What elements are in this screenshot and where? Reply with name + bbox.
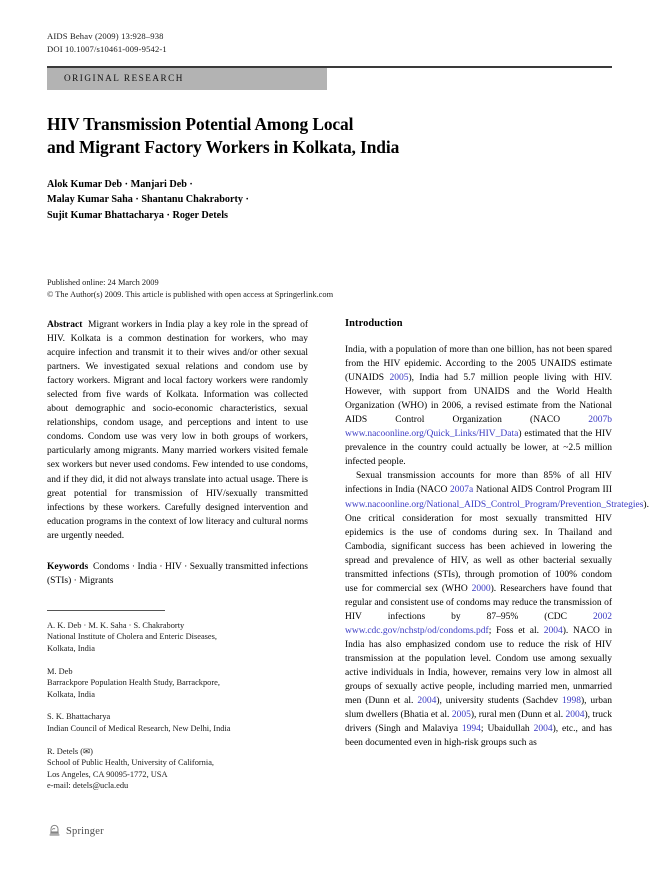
citation-link[interactable]: 2005 — [389, 373, 409, 384]
author-line-2: Malay Kumar Saha · Shantanu Chakraborty · — [47, 194, 249, 206]
affiliation-authors: R. Detels (✉) — [47, 746, 93, 756]
author-line-1: Alok Kumar Deb · Manjari Deb · — [47, 179, 193, 190]
intro-p1-text-a: India, with a population of more than one billion, has not been spared from the HIV epidemic. According to the 2005 UNAIDS estimate (UNAIDS — [345, 345, 612, 384]
springer-logo — [48, 824, 104, 838]
journal-citation: AIDS Behav (2009) 13:928–938 — [47, 31, 164, 41]
abstract-text: Migrant workers in India play a key role in the spread of HIV. Kolkata is a common destination for workers, who may acquire infection and transmit it to their wives and/or other sexual partners. We investigated sexual relations and condom use by factory workers. Migrant and local factory workers were randomly selected from five wards of Kolkata. Information was collected about demographic and socio-economic characteristics, sexual relationships, condom usage, and perceptions and intent to use condoms. Condom use was very low in both groups of workers, particularly among migrants. Many married workers visited female sex workers but never used condoms. Few intended to use condoms, and if they did, it did not always translate into actual usage. There is great potential for transmission of HIV/sexually transmitted infections by these workers. Carefully designed intervention and education programs in the context of low literacy and cultural norms are urgently needed. — [47, 320, 308, 541]
affiliation-email: e-mail: detels@ucla.edu — [47, 781, 129, 791]
citation-link[interactable]: 2004 — [565, 710, 585, 721]
intro-p2-text-d: ). Researchers have found that regular and consistent use of condoms may reduce the transmission of HIV infections by 87–95% (CDC — [345, 583, 612, 622]
affiliation-entry — [47, 620, 308, 655]
citation-link[interactable]: 2005 — [451, 710, 471, 721]
title-line-1: HIV Transmission Potential Among Local — [47, 114, 354, 134]
copyright-notice: © The Author(s) 2009. This article is published with open access at Springerlink.com — [47, 289, 334, 299]
left-column — [47, 318, 308, 803]
citation-link[interactable]: 2000 — [471, 583, 491, 594]
affiliation-entry — [47, 711, 308, 734]
intro-p1-text-c: ) estimated that the HIV prevalence in the country could actually be lower, at ~2.5 million infected people. — [345, 429, 612, 468]
citation-link[interactable]: www.nacoonline.org/National_AIDS_Control_Program/Prevention_Strategies — [345, 499, 644, 510]
intro-p2-text-j: ), truck drivers (Singh and Malaviya — [345, 710, 612, 735]
article-category-label: ORIGINAL RESEARCH — [64, 73, 184, 83]
citation-link[interactable]: 2007a — [450, 485, 474, 496]
intro-p2-text-l: ), etc., and has been documented even in high-risk groups such as — [345, 724, 612, 749]
springer-wordmark: Springer — [66, 825, 104, 837]
affiliation-address-line: Indian Council of Medical Research, New Delhi, India — [47, 724, 231, 733]
intro-p2-text-e: ; Foss et al. — [488, 625, 544, 636]
affiliation-address-line: National Institute of Cholera and Enteric Diseases, — [47, 632, 218, 642]
affiliation-address-line: Los Angeles, CA 90095-1772, USA — [47, 769, 168, 779]
intro-p2-text-k: ; Ubaidullah — [480, 724, 534, 735]
abstract-block — [47, 318, 308, 543]
affiliation-entry — [47, 746, 308, 792]
published-date: Published online: 24 March 2009 — [47, 278, 159, 287]
article-category-bar — [47, 68, 327, 90]
intro-p2-text-g: ), university students (Sachdev — [436, 696, 562, 707]
citation-link[interactable]: 2004 — [533, 724, 553, 735]
keywords-label: Keywords — [47, 561, 89, 572]
intro-p2-text-b: National AIDS Control Program III — [473, 485, 613, 496]
section-heading-introduction: Introduction — [345, 318, 403, 329]
intro-p2-text-a: Sexual transmission accounts for more than 85% of all HIV infections in India (NACO — [345, 471, 612, 496]
author-list — [47, 177, 517, 223]
citation-link[interactable]: 2007b www.nacoonline.org/Quick_Links/HIV_Data — [345, 415, 612, 440]
affiliation-authors: A. K. Deb · M. K. Saha · S. Chakraborty — [47, 620, 185, 630]
journal-header — [47, 30, 167, 55]
citation-link[interactable]: 2004 — [543, 625, 563, 636]
abstract-label: Abstract — [47, 320, 83, 330]
springer-knight-icon — [48, 824, 61, 838]
affiliation-address-line: School of Public Health, University of California, — [47, 758, 215, 768]
intro-paragraph-2 — [345, 469, 649, 750]
title-line-2: and Migrant Factory Workers in Kolkata, India — [47, 137, 400, 157]
affiliation-address-line: Kolkata, India — [47, 644, 95, 654]
intro-p2-text-i: ), rural men (Dunn et al. — [470, 710, 566, 721]
affiliation-entry — [47, 666, 308, 701]
affiliation-authors: S. K. Bhattacharya — [47, 712, 111, 722]
publication-info — [47, 277, 517, 300]
citation-link[interactable]: 2004 — [417, 696, 437, 707]
citation-link[interactable]: 1994 — [461, 724, 481, 735]
intro-p2-text-c: ). One critical consideration for most sexually transmitted HIV epidemics is the use of condoms during sex. In Thailand and Cambodia, significant success has been achieved in lowering the spread and prevalence of HIV, as well as other bacterial sexually transmitted infections (STIs), through promotion of 100% condom use for commercial sex (WHO — [345, 499, 649, 594]
journal-doi: DOI 10.1007/s10461-009-9542-1 — [47, 43, 167, 54]
affiliation-authors: M. Deb — [47, 666, 73, 676]
author-line-3: Sujit Kumar Bhattacharya · Roger Detels — [47, 209, 229, 221]
keywords-text: Condoms · India · HIV · Sexually transmitted infections (STIs) · Migrants — [47, 561, 308, 586]
citation-link[interactable]: 2002 www.cdc.gov/nchstp/od/condoms.pdf — [345, 611, 612, 636]
citation-link[interactable]: 1998 — [561, 696, 581, 707]
affiliation-address-line: Barrackpore Population Health Study, Barrackpore, — [47, 678, 220, 688]
page-title — [47, 113, 607, 159]
affiliation-address-line: Kolkata, India — [47, 689, 95, 699]
right-column — [345, 318, 649, 750]
intro-p1-text-b: ), India had 5.7 million people living with HIV. However, with support from UNAIDS and the World Health Organization (WHO) in 2006, a revised estimate from the National AIDS Control Organization (NACO — [345, 373, 612, 426]
intro-paragraph-1 — [345, 343, 612, 469]
intro-p2-text-h: ), urban slum dwellers (Bhatia et al. — [345, 696, 613, 721]
keywords-block — [47, 543, 308, 588]
intro-p2-text-f: ). NACO in India has also emphasized condom use to reduce the risk of HIV transmission at the population level. Condom use among sexually active individuals in India, however, remains very low in almost all groups of sexually active people, including married men, unmarried men (Dunn et al. — [345, 625, 612, 707]
affiliation-list — [47, 611, 308, 792]
